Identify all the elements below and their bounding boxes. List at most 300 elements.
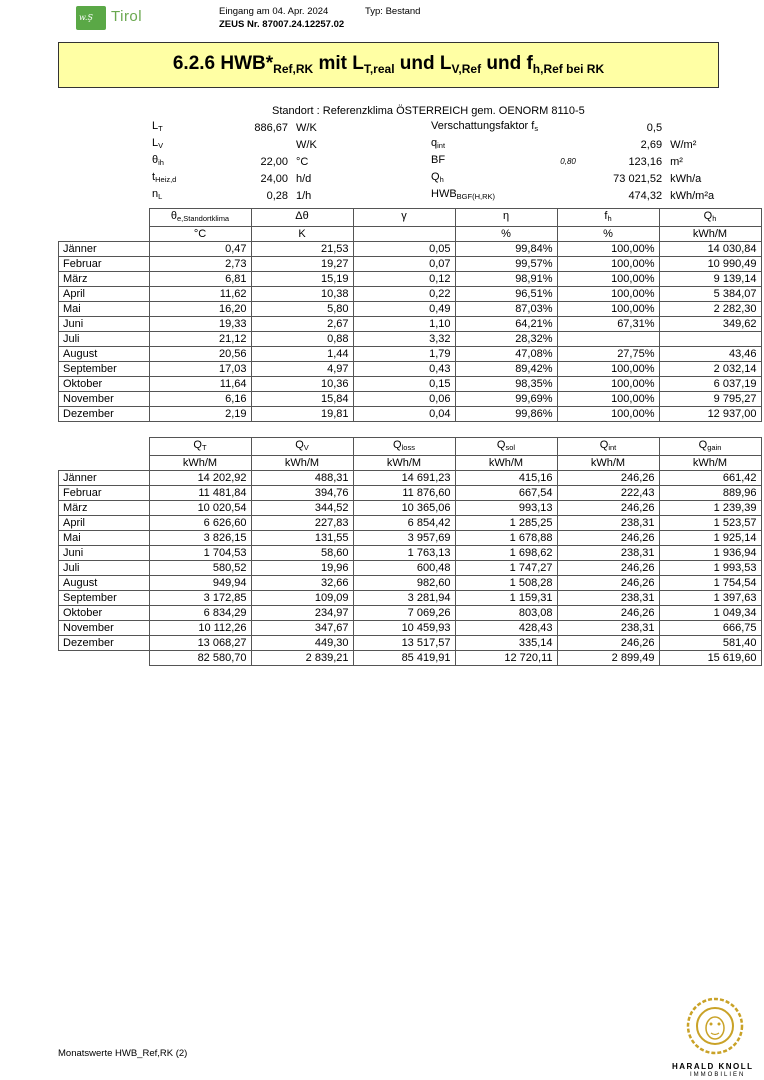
cell-value: 9 139,14 [659, 272, 761, 287]
cell-value: 0,05 [353, 242, 455, 257]
param-symbol-subscript: s [534, 124, 539, 133]
cell-value: 12 937,00 [659, 407, 761, 422]
cell-value: 246,26 [557, 576, 659, 591]
seal-name: HARALD KNOLL [672, 1062, 754, 1071]
cell-value: 20,56 [149, 347, 251, 362]
param-row [148, 170, 340, 187]
cell-value: 246,26 [557, 531, 659, 546]
param-unit: W/m² [670, 138, 697, 151]
param-row [427, 153, 718, 170]
param-unit: m² [670, 155, 683, 168]
cell-value: 580,52 [149, 561, 251, 576]
cell-value: 47,08% [455, 347, 557, 362]
column-header-subscript: V [303, 443, 309, 452]
param-row [427, 119, 718, 136]
month-label: November [59, 392, 150, 407]
table-row [59, 606, 762, 621]
param-symbol [427, 187, 542, 204]
cell-value: 1 754,54 [659, 576, 761, 591]
param-symbol-subscript: V [158, 141, 164, 150]
param-value [226, 136, 292, 153]
cell-value: 64,21% [455, 317, 557, 332]
cell-value: 99,69% [455, 392, 557, 407]
param-symbol-subscript: BGF(H,RK) [456, 192, 496, 201]
cell-value: 1,79 [353, 347, 455, 362]
cell-value: 889,96 [659, 486, 761, 501]
column-header-symbol: Δθ [295, 210, 309, 222]
column-header [659, 438, 761, 456]
month-label: August [59, 576, 150, 591]
cell-value: 238,31 [557, 621, 659, 636]
cell-value: 6 834,29 [149, 606, 251, 621]
cell-value: 238,31 [557, 516, 659, 531]
cell-value: 347,67 [251, 621, 353, 636]
cell-value: 3 172,85 [149, 591, 251, 606]
param-row [427, 187, 718, 204]
cell-value: 246,26 [557, 561, 659, 576]
column-header [251, 209, 353, 227]
cell-value: 1 397,63 [659, 591, 761, 606]
cell-value: 1 239,39 [659, 501, 761, 516]
cell-value: 3,32 [353, 332, 455, 347]
param-symbol-symbol: t [152, 171, 156, 183]
month-label: Juni [59, 317, 150, 332]
column-header-symbol: Q [599, 439, 609, 451]
cell-value: 21,12 [149, 332, 251, 347]
cell-value: 100,00% [557, 392, 659, 407]
cell-value: 335,14 [455, 636, 557, 651]
cell-value: 100,00% [557, 362, 659, 377]
corner-cell [59, 209, 150, 227]
month-label: Juli [59, 332, 150, 347]
cell-value: 100,00% [557, 287, 659, 302]
column-header-symbol: Q [393, 439, 402, 451]
column-unit: °C [149, 227, 251, 242]
cell-value: 100,00% [557, 257, 659, 272]
cell-value: 10,38 [251, 287, 353, 302]
cell-value: 43,46 [659, 347, 761, 362]
seal-subtitle: IMMOBILIEN [690, 1072, 746, 1078]
param-symbol-subscript: h [439, 175, 444, 184]
cell-value: 28,32% [455, 332, 557, 347]
cell-value: 15,84 [251, 392, 353, 407]
param-value: 886,67 [254, 121, 288, 134]
column-header-subscript: loss [401, 443, 415, 452]
cell-value: 100,00% [557, 272, 659, 287]
month-label: November [59, 621, 150, 636]
unit-row [59, 227, 762, 242]
cell-value: 19,33 [149, 317, 251, 332]
param-row [148, 153, 340, 170]
cell-value: 21,53 [251, 242, 353, 257]
month-label: Dezember [59, 407, 150, 422]
cell-value: 2,19 [149, 407, 251, 422]
param-symbol [148, 119, 226, 136]
cell-value: 0,12 [353, 272, 455, 287]
param-unit: 1/h [296, 189, 312, 202]
cell-value: 99,84% [455, 242, 557, 257]
cell-value: 6 037,19 [659, 377, 761, 392]
column-unit: kWh/M [557, 456, 659, 471]
param-value: 24,00 [260, 172, 288, 185]
month-label: September [59, 591, 150, 606]
param-symbol-symbol: Q [431, 171, 440, 183]
cell-value: 2 032,14 [659, 362, 761, 377]
cell-value: 11,64 [149, 377, 251, 392]
cell-value: 1 049,34 [659, 606, 761, 621]
cell-value: 10 020,54 [149, 501, 251, 516]
column-header [557, 438, 659, 456]
column-header-symbol: f [604, 210, 608, 222]
cell-value: 89,42% [455, 362, 557, 377]
column-header [455, 438, 557, 456]
cell-value: 17,03 [149, 362, 251, 377]
cell-value: 1 508,28 [455, 576, 557, 591]
column-unit [353, 227, 455, 242]
month-label: Juli [59, 561, 150, 576]
column-header-symbol: Q [698, 439, 708, 451]
total-value: 2 899,49 [557, 651, 659, 666]
month-label: September [59, 362, 150, 377]
param-factor [542, 170, 594, 187]
totals-row [59, 651, 762, 666]
cell-value: 5 384,07 [659, 287, 761, 302]
cell-value: 0,49 [353, 302, 455, 317]
param-factor: 0,80 [560, 156, 576, 166]
cell-value: 661,42 [659, 471, 761, 486]
table-row [59, 392, 762, 407]
column-header [557, 209, 659, 227]
parameters-right [427, 119, 718, 204]
month-label: März [59, 501, 150, 516]
cell-value: 344,52 [251, 501, 353, 516]
header-row [59, 438, 762, 456]
table-row [59, 561, 762, 576]
param-value: 474,32 [628, 189, 663, 202]
cell-value: 7 069,26 [353, 606, 455, 621]
table-row [59, 471, 762, 486]
table-row [59, 516, 762, 531]
cell-value: 993,13 [455, 501, 557, 516]
cell-value: 0,04 [353, 407, 455, 422]
cell-value: 0,06 [353, 392, 455, 407]
cell-value: 1 523,57 [659, 516, 761, 531]
month-label: Februar [59, 486, 150, 501]
column-header-subscript: h [712, 214, 717, 223]
month-label: März [59, 272, 150, 287]
column-header [455, 209, 557, 227]
document-type: Typ: Bestand [365, 6, 421, 17]
column-header-subscript: T [201, 443, 207, 452]
column-header [353, 209, 455, 227]
cell-value: 415,16 [455, 471, 557, 486]
cell-value: 6 854,42 [353, 516, 455, 531]
table-row [59, 332, 762, 347]
month-label: Oktober [59, 606, 150, 621]
cell-value: 1 698,62 [455, 546, 557, 561]
cell-value: 2,67 [251, 317, 353, 332]
cell-value: 0,22 [353, 287, 455, 302]
cell-value: 246,26 [557, 501, 659, 516]
column-header [251, 438, 353, 456]
month-label: Juni [59, 546, 150, 561]
column-header-symbol: γ [401, 210, 407, 222]
param-symbol-subscript: ih [158, 158, 164, 167]
param-unit: W/K [296, 121, 317, 134]
cell-value: 666,75 [659, 621, 761, 636]
cell-value: 3 281,94 [353, 591, 455, 606]
total-value: 82 580,70 [149, 651, 251, 666]
param-symbol-symbol: BF [431, 154, 446, 166]
param-value: 2,69 [640, 138, 663, 151]
cell-value [557, 332, 659, 347]
cell-value: 14 691,23 [353, 471, 455, 486]
cell-value: 1,44 [251, 347, 353, 362]
cell-value: 14 030,84 [659, 242, 761, 257]
cell-value [659, 332, 761, 347]
cell-value: 488,31 [251, 471, 353, 486]
param-unit: kWh/m²a [670, 189, 715, 202]
table-row [59, 636, 762, 651]
table-row [59, 287, 762, 302]
cell-value: 1 285,25 [455, 516, 557, 531]
param-symbol [427, 119, 542, 136]
month-label: Jänner [59, 242, 150, 257]
param-factor [542, 187, 594, 204]
table-row [59, 546, 762, 561]
cell-value: 394,76 [251, 486, 353, 501]
cell-value: 0,43 [353, 362, 455, 377]
cell-value: 13 068,27 [149, 636, 251, 651]
cell-value: 803,08 [455, 606, 557, 621]
monthly-climate-table [58, 208, 762, 422]
table-row [59, 362, 762, 377]
month-label: August [59, 347, 150, 362]
cell-value: 1 704,53 [149, 546, 251, 561]
month-label: Februar [59, 257, 150, 272]
table-row [59, 531, 762, 546]
param-factor [542, 119, 594, 136]
param-unit: kWh/a [670, 172, 702, 185]
cell-value: 100,00% [557, 242, 659, 257]
cell-value: 99,57% [455, 257, 557, 272]
cell-value: 10 990,49 [659, 257, 761, 272]
column-unit: % [557, 227, 659, 242]
column-header-subscript: gain [707, 443, 722, 452]
param-value: 22,00 [260, 155, 288, 168]
cell-value: 949,94 [149, 576, 251, 591]
column-unit: K [251, 227, 353, 242]
param-unit: W/K [296, 138, 317, 151]
table-row [59, 591, 762, 606]
column-header [659, 209, 761, 227]
total-value: 85 419,91 [353, 651, 455, 666]
param-symbol-subscript: T [158, 124, 163, 133]
received-date: Eingang am 04. Apr. 2024 [219, 6, 329, 17]
table-row [59, 486, 762, 501]
column-header-symbol: Q [496, 439, 506, 451]
cell-value: 99,86% [455, 407, 557, 422]
table-row [59, 347, 762, 362]
param-row [427, 136, 718, 153]
param-symbol-subscript: int [437, 141, 446, 150]
title-box [58, 42, 719, 88]
column-header-symbol: Q [295, 439, 304, 451]
header-row [59, 209, 762, 227]
cell-value: 2 282,30 [659, 302, 761, 317]
cell-value: 428,43 [455, 621, 557, 636]
corner-cell [59, 227, 150, 242]
cell-value: 10,36 [251, 377, 353, 392]
cell-value: 19,96 [251, 561, 353, 576]
cell-value: 11,62 [149, 287, 251, 302]
cell-value: 67,31% [557, 317, 659, 332]
cell-value: 10 459,93 [353, 621, 455, 636]
cell-value: 98,91% [455, 272, 557, 287]
cell-value: 131,55 [251, 531, 353, 546]
table-row [59, 242, 762, 257]
cell-value: 982,60 [353, 576, 455, 591]
cell-value: 19,81 [251, 407, 353, 422]
param-symbol-symbol: HWB [431, 188, 457, 200]
param-symbol-subscript: Heiz,d [155, 175, 177, 184]
param-symbol-symbol: L [152, 137, 159, 149]
param-symbol [427, 153, 542, 170]
cell-value: 1 925,14 [659, 531, 761, 546]
cell-value: 5,80 [251, 302, 353, 317]
column-unit: kWh/M [149, 456, 251, 471]
column-header [149, 209, 251, 227]
column-header-symbol: Q [703, 210, 713, 222]
table-row [59, 317, 762, 332]
cell-value: 58,60 [251, 546, 353, 561]
column-unit: % [455, 227, 557, 242]
parameters-left [148, 119, 340, 204]
param-value: 0,5 [646, 121, 663, 134]
column-header-symbol: Q [193, 439, 202, 451]
cell-value: 222,43 [557, 486, 659, 501]
cell-value: 0,07 [353, 257, 455, 272]
table-row [59, 272, 762, 287]
total-value: 12 720,11 [455, 651, 557, 666]
column-unit: kWh/M [659, 456, 761, 471]
corner-cell [59, 651, 150, 666]
cell-value: 1 936,94 [659, 546, 761, 561]
param-symbol-symbol: n [152, 188, 159, 200]
month-label: Mai [59, 302, 150, 317]
cell-value: 449,30 [251, 636, 353, 651]
param-symbol-symbol: q [431, 137, 438, 149]
cell-value: 234,97 [251, 606, 353, 621]
cell-value: 27,75% [557, 347, 659, 362]
column-header-subscript: int [608, 443, 617, 452]
cell-value: 9 795,27 [659, 392, 761, 407]
tirol-logo [76, 6, 106, 30]
zeus-number: ZEUS Nr. 87007.24.12257.02 [219, 19, 345, 30]
column-header-subscript: h [607, 214, 612, 223]
month-label: April [59, 516, 150, 531]
cell-value: 0,47 [149, 242, 251, 257]
cell-value: 98,35% [455, 377, 557, 392]
param-symbol [427, 136, 542, 153]
param-symbol-symbol: θ [152, 154, 159, 166]
table-row [59, 501, 762, 516]
param-factor [542, 136, 594, 153]
cell-value: 15,19 [251, 272, 353, 287]
lion-seal-icon [682, 996, 748, 1056]
cell-value: 246,26 [557, 471, 659, 486]
cell-value: 1 678,88 [455, 531, 557, 546]
param-unit [666, 119, 718, 136]
logo-text: Tirol [111, 8, 143, 25]
cell-value: 16,20 [149, 302, 251, 317]
param-value: 0,28 [266, 189, 288, 202]
cell-value: 0,15 [353, 377, 455, 392]
cell-value: 19,27 [251, 257, 353, 272]
cell-value: 6,81 [149, 272, 251, 287]
param-row [427, 170, 718, 187]
column-unit: kWh/M [353, 456, 455, 471]
location-line: Standort : Referenzklima ÖSTERREICH gem. OENORM 8110-5 [272, 105, 585, 117]
table-row [59, 302, 762, 317]
cell-value: 227,83 [251, 516, 353, 531]
param-symbol-symbol: Verschattungsfaktor f [431, 120, 535, 132]
column-header-symbol: η [502, 210, 510, 222]
table-row [59, 621, 762, 636]
cell-value: 238,31 [557, 546, 659, 561]
table-row [59, 576, 762, 591]
cell-value: 4,97 [251, 362, 353, 377]
column-header [149, 438, 251, 456]
param-value: 123,16 [628, 155, 663, 168]
cell-value: 1 763,13 [353, 546, 455, 561]
total-value: 15 619,60 [659, 651, 761, 666]
cell-value: 246,26 [557, 636, 659, 651]
param-symbol-subscript: L [158, 192, 163, 201]
cell-value: 3 957,69 [353, 531, 455, 546]
table-row [59, 257, 762, 272]
cell-value: 238,31 [557, 591, 659, 606]
footer-note: Monatswerte HWB_Ref,RK (2) [58, 1048, 188, 1059]
column-header [353, 438, 455, 456]
column-unit: kWh/M [251, 456, 353, 471]
month-label: Oktober [59, 377, 150, 392]
month-label: Jänner [59, 471, 150, 486]
cell-value: 14 202,92 [149, 471, 251, 486]
cell-value: 11 481,84 [149, 486, 251, 501]
cell-value: 10 365,06 [353, 501, 455, 516]
param-symbol [148, 136, 226, 153]
cell-value: 6,16 [149, 392, 251, 407]
column-header-subscript: e,Standortklima [177, 214, 230, 223]
cell-value: 96,51% [455, 287, 557, 302]
cell-value: 13 517,57 [353, 636, 455, 651]
param-unit: °C [296, 155, 309, 168]
param-symbol [148, 153, 226, 170]
cell-value: 11 876,60 [353, 486, 455, 501]
table-row [59, 377, 762, 392]
total-value: 2 839,21 [251, 651, 353, 666]
cell-value: 581,40 [659, 636, 761, 651]
unit-row [59, 456, 762, 471]
cell-value: 600,48 [353, 561, 455, 576]
logo-glyph: w.Ş [79, 13, 93, 22]
cell-value: 246,26 [557, 606, 659, 621]
cell-value: 2,73 [149, 257, 251, 272]
column-header-subscript: sol [505, 443, 516, 452]
cell-value: 0,88 [251, 332, 353, 347]
cell-value: 1 747,27 [455, 561, 557, 576]
